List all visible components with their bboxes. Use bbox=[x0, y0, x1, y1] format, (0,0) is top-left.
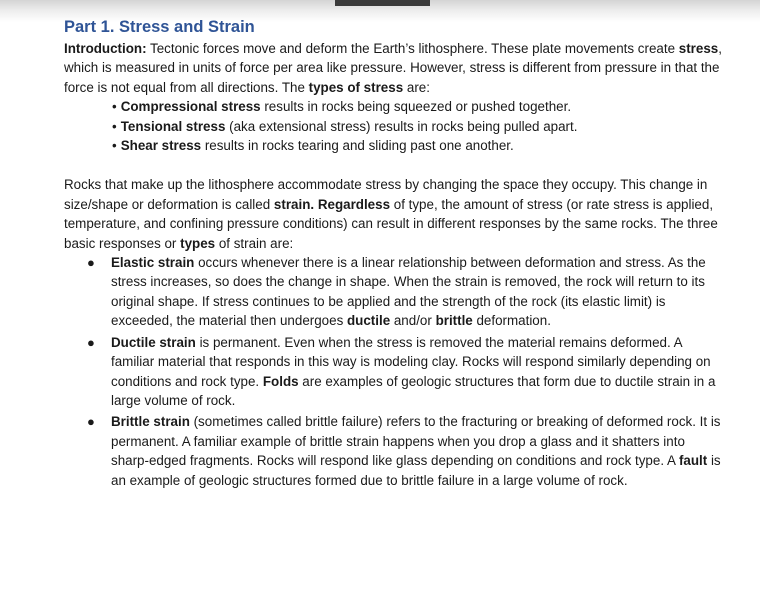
paragraph-spacer bbox=[64, 155, 724, 175]
bullet-icon: ● bbox=[87, 255, 95, 271]
strain-desc: and/or bbox=[390, 313, 436, 329]
strain-types-list bbox=[64, 253, 724, 490]
window-top-tab bbox=[335, 0, 430, 6]
strain-desc: (sometimes called brittle failure) refers to the fracturing or breaking of deformed rock. It is permanent. A familiar example of brittle strain happens when you drop a glass and it shatters into sharp-edged fragments. Rocks will respond like glass depending on conditions and rock type. A bbox=[111, 414, 721, 469]
intro-text-1: Tectonic forces move and deform the Earth’s lithosphere. These plate movements create bbox=[146, 41, 679, 56]
intro-paragraph bbox=[64, 39, 724, 97]
stress-desc: (aka extensional stress) results in rocks being pulled apart. bbox=[225, 118, 578, 134]
strain-desc: is an example of geologic structures formed due to brittle failure in a large volume of rock. bbox=[111, 453, 721, 488]
stress-desc: results in rocks tearing and sliding past one another. bbox=[201, 138, 514, 154]
intro-bold-types-of-stress: types of stress bbox=[308, 79, 404, 95]
bullet-icon: • bbox=[112, 99, 117, 115]
strain-bold-strain: strain. bbox=[273, 196, 315, 212]
strain-text-3: of type, the amount of stress (or rate stress is applied, temperature, and confining pressure conditions) can result in different responses by the same rocks. The three basic responses or bbox=[64, 196, 718, 251]
intro-label: Introduction: bbox=[64, 41, 147, 56]
stress-term: Compressional stress bbox=[120, 99, 261, 115]
list-item bbox=[112, 136, 724, 155]
strain-term: Ductile strain bbox=[111, 334, 196, 350]
stress-term: Shear stress bbox=[120, 138, 202, 154]
strain-bold-types: types bbox=[180, 235, 216, 251]
strain-bold: brittle bbox=[435, 313, 473, 329]
strain-term: Elastic strain bbox=[111, 255, 195, 271]
strain-text-1: Rocks that make up the lithosphere accommodate stress by changing the space they occupy. This change in size/shape or deformation is called bbox=[64, 177, 708, 212]
list-item-ductile bbox=[87, 333, 724, 411]
stress-desc: results in rocks being squeezed or pushed together. bbox=[260, 99, 572, 115]
strain-desc: is permanent. Even when the stress is removed the material remains deformed. A familiar material that responds in this way is modeling clay. Rocks will respond similarly depending on conditions and rock type. bbox=[111, 334, 711, 389]
strain-bold-regardless: Regardless bbox=[317, 196, 391, 212]
list-item bbox=[112, 97, 724, 116]
intro-text-3: are: bbox=[403, 79, 430, 95]
strain-text-4: of strain are: bbox=[215, 235, 294, 251]
strain-desc: occurs whenever there is a linear relationship between deformation and stress. As the stress increases, so does the change in shape. When the strain is removed, the rock will return to its original shape. If stress continues to be applied and the strength of the rock (its elastic limit) is exceeded, the material then undergoes bbox=[111, 255, 706, 329]
list-item-brittle bbox=[87, 412, 724, 490]
intro-text-2: , which is measured in units of force per area like pressure. However, stress is different from pressure in that the force is not equal from all directions. The bbox=[64, 41, 722, 95]
stress-types-list bbox=[64, 97, 724, 155]
bullet-icon: • bbox=[112, 138, 117, 154]
strain-term: Brittle strain bbox=[111, 414, 190, 430]
strain-desc: deformation. bbox=[472, 313, 551, 329]
strain-bold: fault bbox=[678, 453, 708, 469]
bullet-icon: ● bbox=[87, 414, 95, 430]
strain-bold: Folds bbox=[262, 373, 299, 389]
document-page bbox=[64, 16, 724, 492]
section-heading: Part 1. Stress and Strain bbox=[64, 18, 255, 36]
strain-paragraph bbox=[64, 175, 724, 253]
strain-bold: ductile bbox=[346, 313, 391, 329]
list-item-elastic bbox=[87, 253, 724, 331]
strain-desc: are examples of geologic structures that form due to ductile strain in a large volume of rock. bbox=[111, 373, 716, 408]
list-item bbox=[112, 117, 724, 136]
intro-bold-stress: stress bbox=[678, 41, 719, 56]
bullet-icon: • bbox=[112, 118, 117, 134]
bullet-icon: ● bbox=[87, 334, 95, 350]
stress-term: Tensional stress bbox=[120, 118, 226, 134]
